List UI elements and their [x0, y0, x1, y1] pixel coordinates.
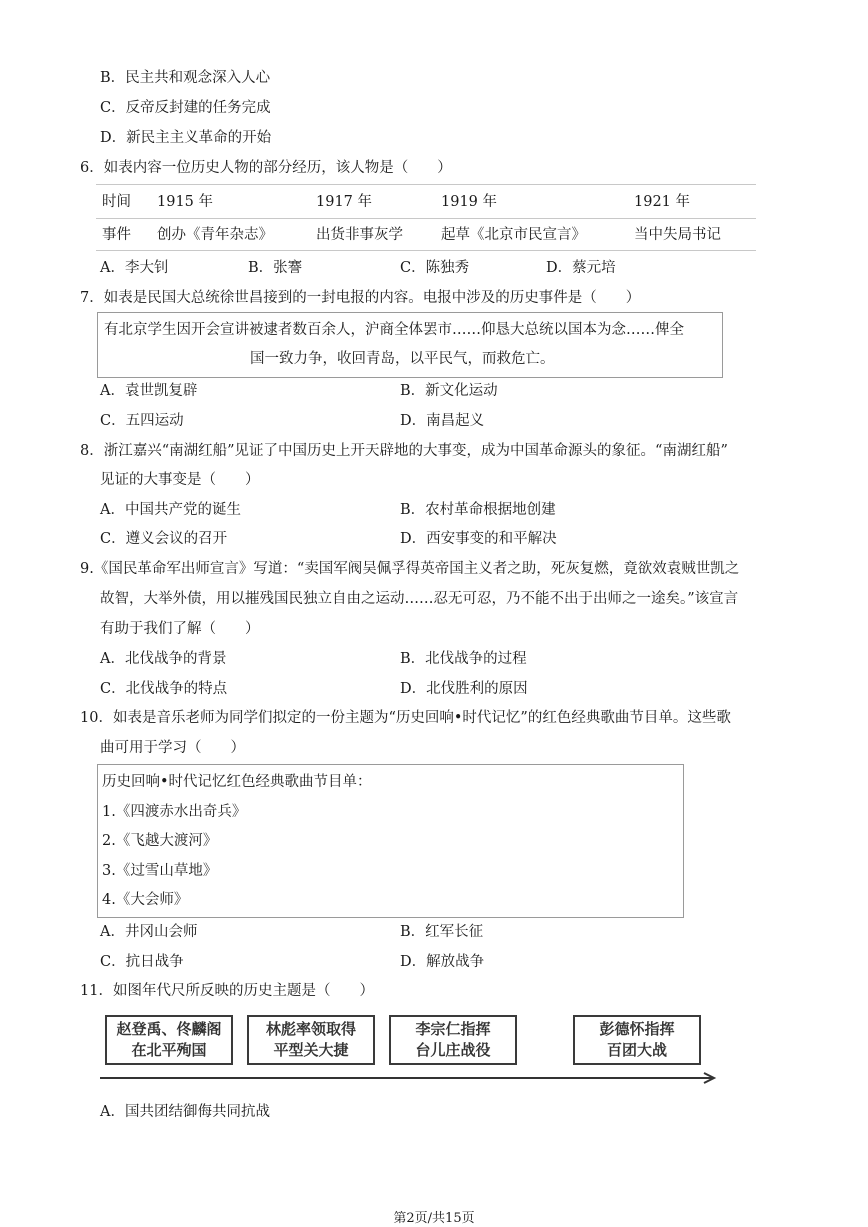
- table-cell-year: 1919 年: [441, 194, 498, 210]
- table-cell-event: 出货非事灰学: [316, 227, 403, 243]
- question-10-stem-cont: 曲可用于学习（ ）: [100, 740, 245, 756]
- table-row-label-time: 时间: [102, 194, 131, 210]
- question-9-stem-cont: 故智，大举外债，用以摧残国民独立自由之运动……忍无可忍，乃不能不出于出师之一途矣。”该宣言: [100, 591, 739, 607]
- timeline-box-line: 彭德怀指挥: [599, 1020, 675, 1038]
- timeline-box: [573, 1015, 701, 1065]
- question-9-stem-cont: 有助于我们了解（ ）: [100, 621, 260, 637]
- question-11-stem: 11．如图年代尺所反映的历史主题是（ ）: [80, 983, 374, 999]
- question-8-option-c[interactable]: C．遵义会议的召开: [100, 531, 228, 547]
- question-11-option-a[interactable]: A．国共团结御侮共同抗战: [100, 1104, 270, 1120]
- question-6-stem: 6．如表内容一位历史人物的部分经历，该人物是（ ）: [80, 160, 452, 176]
- timeline-box-line: 林彪率领取得: [265, 1020, 356, 1038]
- question-7-stem: 7．如表是民国大总统徐世昌接到的一封电报的内容。电报中涉及的历史事件是（ ）: [80, 290, 641, 306]
- table-cell-year: 1921 年: [634, 194, 691, 210]
- question-9-option-b[interactable]: B．北伐战争的过程: [400, 651, 527, 667]
- timeline-box-line: 李宗仁指挥: [415, 1020, 491, 1038]
- question-8-option-d[interactable]: D．西安事变的和平解决: [400, 531, 557, 547]
- timeline-box: [247, 1015, 375, 1065]
- question-8-stem: 8．浙江嘉兴“南湖红船”见证了中国历史上开天辟地的大事变，成为中国革命源头的象征。“南湖红船”: [80, 443, 728, 459]
- timeline-box: [389, 1015, 517, 1065]
- question-8-option-a[interactable]: A．中国共产党的诞生: [100, 502, 241, 518]
- question-9-option-d[interactable]: D．北伐胜利的原因: [400, 681, 528, 697]
- question-9-option-a[interactable]: A．北伐战争的背景: [100, 651, 227, 667]
- prev-option-d: D．新民主主义革命的开始: [100, 130, 272, 146]
- question-10-option-c[interactable]: C．抗日战争: [100, 954, 184, 970]
- prev-option-c: C．反帝反封建的任务完成: [100, 100, 271, 116]
- question-6-option-d[interactable]: D．蔡元培: [546, 260, 616, 276]
- song-list-title: 历史回响•时代记忆红色经典歌曲节目单：: [102, 774, 372, 790]
- question-10-option-b[interactable]: B．红军长征: [400, 924, 484, 940]
- page-number: 第2页/共15页: [393, 1211, 475, 1226]
- table-cell-year: 1917 年: [316, 194, 373, 210]
- question-7-option-a[interactable]: A．袁世凯复辟: [100, 383, 198, 399]
- timeline-box-line: 赵登禹、佟麟阁: [116, 1020, 222, 1038]
- table-cell-event: 创办《青年杂志》: [157, 227, 273, 243]
- table-cell-event: 当中失局书记: [634, 227, 721, 243]
- list-item: 2.《飞越大渡河》: [102, 833, 218, 849]
- list-item: 1.《四渡赤水出奇兵》: [102, 804, 247, 820]
- table-cell-year: 1915 年: [157, 194, 214, 210]
- question-10-option-d[interactable]: D．解放战争: [400, 954, 485, 970]
- question-8-stem-cont: 见证的大事变是（ ）: [100, 472, 260, 488]
- question-10-option-a[interactable]: A．井冈山会师: [100, 924, 198, 940]
- timeline-box-line: 平型关大捷: [273, 1041, 349, 1059]
- timeline-box-line: 百团大战: [606, 1041, 667, 1059]
- question-9-option-c[interactable]: C．北伐战争的特点: [100, 681, 228, 697]
- telegram-box: [97, 312, 723, 378]
- list-item: 3.《过雪山草地》: [102, 863, 218, 879]
- prev-option-b: B．民主共和观念深入人心: [100, 70, 271, 86]
- list-item: 4.《大会师》: [102, 892, 189, 908]
- question-10-stem: 10．如表是音乐老师为同学们拟定的一份主题为“历史回响•时代记忆”的红色经典歌曲节目单。这些歌: [80, 710, 731, 726]
- telegram-line-1: 有北京学生因开会宣讲被逮者数百余人，沪商全体罢市……仰恳大总统以国本为念……俾全: [104, 322, 684, 338]
- timeline-arrow-icon: [100, 1071, 720, 1085]
- telegram-line-2: 国一致力争，收回青岛，以平民气，而救危亡。: [250, 351, 555, 367]
- question-7-option-c[interactable]: C．五四运动: [100, 413, 184, 429]
- timeline-box-line: 在北平殉国: [131, 1041, 207, 1059]
- question-7-option-b[interactable]: B．新文化运动: [400, 383, 498, 399]
- timeline-box: [105, 1015, 233, 1065]
- timeline-box-line: 台儿庄战役: [415, 1041, 491, 1059]
- question-9-stem: 9.《国民革命军出师宣言》写道：“卖国军阀吴佩孚得英帝国主义者之助，死灰复燃，竟欲效袁贼世凯之: [80, 561, 740, 577]
- question-7-option-d[interactable]: D．南昌起义: [400, 413, 485, 429]
- table-cell-event: 起草《北京市民宣言》: [441, 227, 586, 243]
- question-6-option-a[interactable]: A．李大钊: [100, 260, 169, 276]
- question-6-option-b[interactable]: B．张謇: [248, 260, 303, 276]
- question-8-option-b[interactable]: B．农村革命根据地创建: [400, 502, 556, 518]
- table-row-label-event: 事件: [102, 227, 131, 243]
- song-list-box: [97, 764, 684, 918]
- question-6-option-c[interactable]: C．陈独秀: [400, 260, 470, 276]
